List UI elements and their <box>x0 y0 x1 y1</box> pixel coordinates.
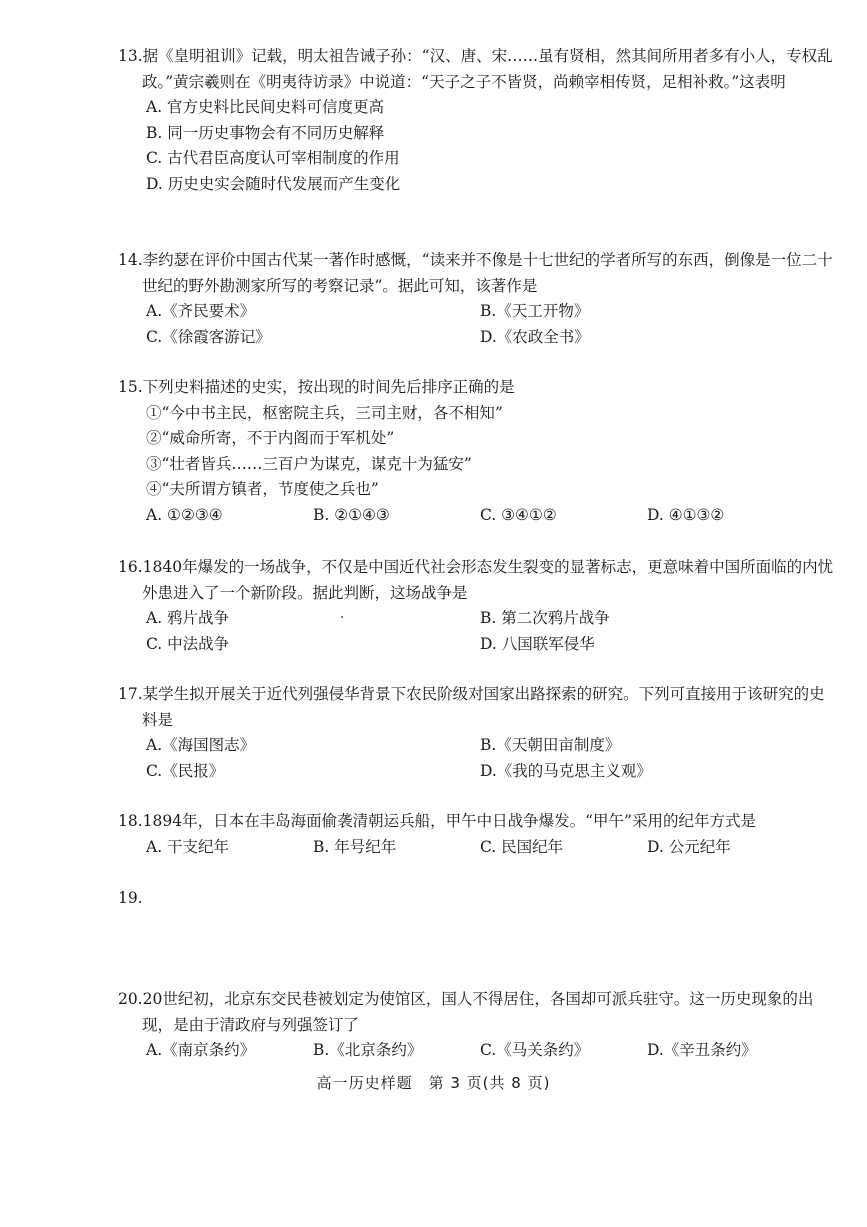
option-a: A.《南京条约》 <box>146 1041 256 1059</box>
option-d: D.《农政全书》 <box>480 327 590 346</box>
page-footer: 高一历史样题 第 3 页(共 8 页) <box>316 1074 551 1092</box>
source-item-2: ②“威命所寄，不于内阁而于军机处” <box>146 429 395 447</box>
option-d: D.《辛丑条约》 <box>647 1041 757 1059</box>
question-18 <box>118 809 838 860</box>
question-stem: 18.1894年，日本在丰岛海面偷袭清朝运兵船，甲午中日战争爆发。“甲午”采用的纪年方式是 <box>118 812 756 830</box>
question-stem: 14.李约瑟在评价中国古代某一著作时感慨，“读来并不像是十七世纪的学者所写的东西，倒像是一位二十世纪的野外勘测家所写的考察记录”。据此可知，该著作是 <box>118 251 833 295</box>
option-d: D. 八国联军侵华 <box>480 634 595 653</box>
source-item-4: ④“夫所谓方镇者，节度使之兵也” <box>146 480 379 498</box>
option-b: B.《北京条约》 <box>313 1041 423 1059</box>
question-19 <box>118 886 838 912</box>
option-c: C. 民国纪年 <box>480 837 564 856</box>
option-c: C. ③④①② <box>480 505 557 524</box>
question-15 <box>118 375 838 528</box>
question-stem: 15.下列史料描述的史实，按出现的时间先后排序正确的是 <box>118 378 515 396</box>
option-d: D. ④①③② <box>647 505 725 524</box>
option-b: B. 同一历史事物会有不同历史解释 <box>146 123 385 142</box>
option-b: B. 年号纪年 <box>313 837 397 856</box>
stray-mark <box>341 616 343 618</box>
question-stem: 19. <box>118 889 143 907</box>
option-c: C. 古代君臣高度认可宰相制度的作用 <box>146 149 400 167</box>
option-b: B. 第二次鸦片战争 <box>480 609 610 627</box>
option-d: D. 历史史实会随时代发展而产生变化 <box>146 174 401 193</box>
option-c: C. 中法战争 <box>146 634 230 653</box>
question-stem: 17.某学生拟开展关于近代列强侵华背景下农民阶级对国家出路探索的研究。下列可直接用于该研究的史料是 <box>118 685 825 729</box>
option-a: A. 鸦片战争 <box>146 609 230 627</box>
option-b: B.《天工开物》 <box>480 302 590 320</box>
option-a: A. ①②③④ <box>146 505 223 524</box>
option-a: A.《齐民要术》 <box>146 302 256 320</box>
question-17 <box>118 682 838 784</box>
option-d: D. 公元纪年 <box>647 837 731 856</box>
option-b: B. ②①④③ <box>313 505 390 524</box>
option-c: C.《民报》 <box>146 761 225 780</box>
source-item-1: ①“今中书主民，枢密院主兵，三司主财，各不相知” <box>146 403 503 422</box>
source-item-3: ③“壮者皆兵……三百户为谋克，谋克十为猛安” <box>146 454 472 473</box>
option-a: A.《海国图志》 <box>146 736 256 754</box>
question-20 <box>118 987 838 1064</box>
question-stem: 20.20世纪初，北京东交民巷被划定为使馆区，国人不得居住，各国却可派兵驻守。这一历史现象的出现，是由于清政府与列强签订了 <box>118 990 814 1034</box>
option-c: C.《马关条约》 <box>480 1041 590 1059</box>
question-13 <box>118 44 838 197</box>
option-b: B.《天朝田亩制度》 <box>480 736 621 754</box>
option-c: C.《徐霞客游记》 <box>146 327 271 346</box>
option-d: D.《我的马克思主义观》 <box>480 761 652 780</box>
question-16 <box>118 555 838 657</box>
option-a: A. 官方史料比民间史料可信度更高 <box>146 98 385 116</box>
question-stem: 13.据《皇明祖训》记载，明太祖告诫子孙：“汉、唐、宋……虽有贤相，然其间所用者多有小人，专权乱政。”黄宗羲则在《明夷待访录》中说道：“天子之子不皆贤，尚赖宰相传贤，足相补救。”这表明 <box>118 47 833 91</box>
option-a: A. 干支纪年 <box>146 837 230 856</box>
question-14 <box>118 248 838 350</box>
question-stem: 16.1840年爆发的一场战争，不仅是中国近代社会形态发生裂变的显著标志，更意味着中国所面临的内忧外患进入了一个新阶段。据此判断，这场战争是 <box>118 558 834 602</box>
